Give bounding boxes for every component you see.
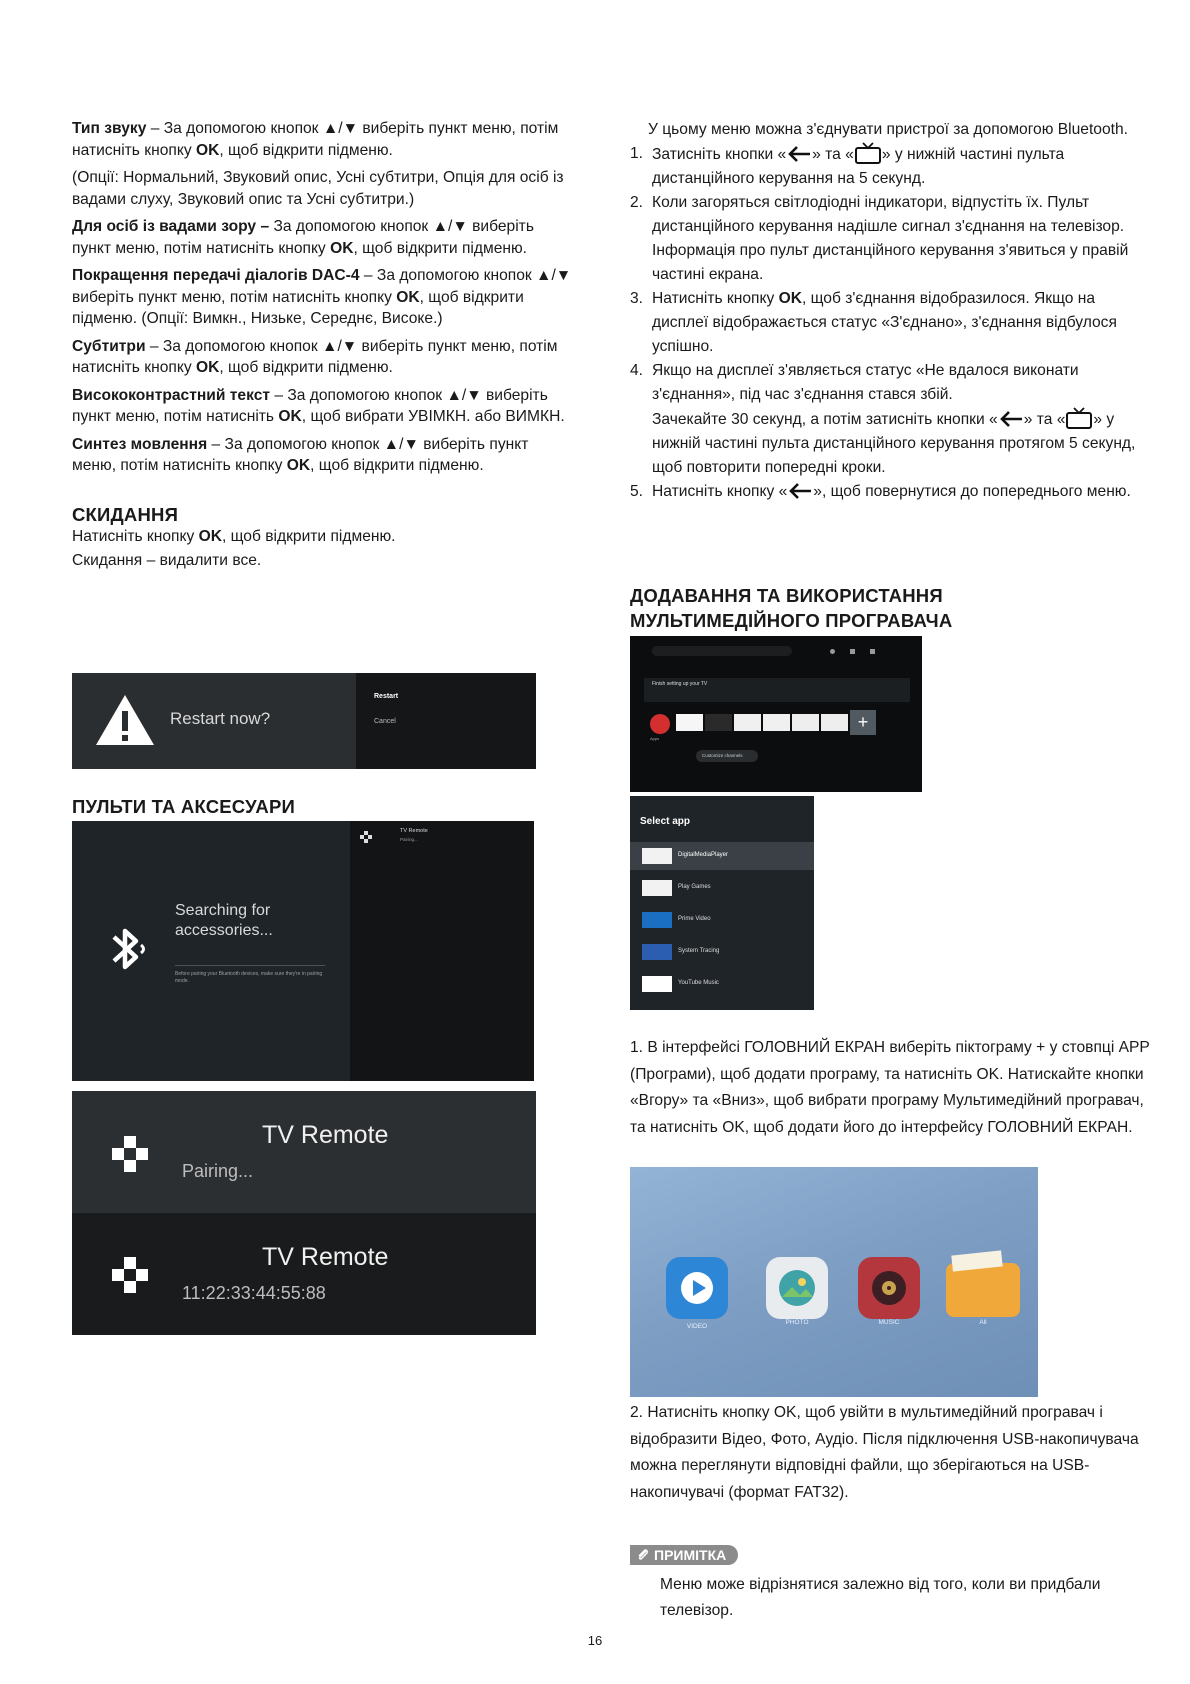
gamepad-icon (112, 1257, 148, 1293)
app-tile[interactable] (792, 714, 819, 731)
sound-type-title: Тип звуку (72, 120, 147, 137)
remotes-heading: ПУЛЬТИ ТА АКСЕСУАРИ (72, 796, 296, 817)
pairing-step-5: 5. Натисніть кнопку « », щоб повернутися до попереднього меню. (630, 483, 1131, 500)
device-status-1: Pairing... (182, 1161, 254, 1181)
apps-icon[interactable] (650, 714, 670, 734)
music-label: MUSIC (878, 1319, 900, 1326)
app-thumbnail (642, 912, 672, 928)
remote-pairing-screenshot (72, 1091, 536, 1335)
bluetooth-icon (106, 923, 150, 975)
tv-icon (854, 142, 882, 164)
select-app-screenshot (630, 796, 814, 1010)
tv-icon (1065, 407, 1093, 429)
media-player-screenshot (630, 1167, 1038, 1397)
app-name[interactable]: System Tracing (678, 948, 720, 954)
restart-option-cancel[interactable]: Cancel (374, 718, 396, 725)
app-thumbnail (642, 848, 672, 864)
paperclip-icon (636, 1548, 650, 1562)
app-thumbnail (642, 976, 672, 992)
right-column (630, 118, 1150, 504)
visually-impaired-paragraph: Для осіб із вадами зору – За допомогою кнопок ▲/▼ виберіть пункт меню, потім натисніть кнопку OK, щоб відкрити підменю. (72, 218, 534, 257)
high-contrast-paragraph: Висококонтрастний текст – За допомогою кнопок ▲/▼ виберіть пункт меню, потім натисніть OK, щоб вибрати УВІМКН. або ВИМКН. (72, 386, 565, 425)
back-arrow-icon (786, 144, 812, 164)
reset-line1: Натисніть кнопку OK, щоб відкрити підменю. (72, 527, 396, 545)
app-tile[interactable] (734, 714, 761, 731)
account-icon[interactable] (830, 649, 835, 654)
left-column (72, 118, 572, 572)
bluetooth-search-screenshot (72, 821, 534, 1081)
pairing-steps (630, 142, 1150, 504)
reset-line2: Скидання – видалити все. (72, 552, 262, 569)
side-device-status: Pairing... (400, 837, 418, 842)
side-device-name[interactable]: TV Remote (400, 828, 428, 834)
video-label: VIDEO (686, 1323, 708, 1330)
bluetooth-intro: У цьому меню можна з'єднувати пристрої за допомогою Bluetooth. (648, 121, 1128, 138)
app-name[interactable]: Play Games (678, 884, 711, 890)
input-icon[interactable] (850, 649, 855, 654)
page-number: 16 (587, 1633, 603, 1648)
gamepad-icon (360, 831, 372, 843)
restart-option-restart[interactable]: Restart (374, 693, 399, 700)
media-step-1: 1. В інтерфейсі ГОЛОВНИЙ ЕКРАН виберіть піктограму + у стовпці APP (Програми), щоб додати програму, та натисніть OK. Натискайте кнопки «Вгору» та «Вниз», щоб вибрати програму Мультимедійний програвач, та натисніть OK, щоб додати його до інтерфейсу ГОЛОВНИЙ ЕКРАН. (630, 1039, 1150, 1136)
tts-paragraph: Синтез мовлення – За допомогою кнопок ▲/▼ виберіть пункт меню, потім натисніть кнопку OK, щоб відкрити підменю. (72, 435, 529, 474)
progress-divider (175, 965, 325, 966)
play-icon (680, 1271, 714, 1305)
pairing-side-panel (350, 821, 534, 1081)
back-arrow-icon (787, 481, 813, 501)
app-tile[interactable] (763, 714, 790, 731)
app-tile[interactable] (705, 714, 732, 731)
app-tile[interactable] (821, 714, 848, 731)
photo-icon (778, 1269, 816, 1307)
dac4-paragraph: Покращення передачі діалогів DAC-4 – За допомогою кнопок ▲/▼ виберіть пункт меню, потім натисніть кнопку OK, щоб відкрити підменю. (Опції: Вимкн., Низьке, Середнє, Високе.) (72, 267, 572, 327)
app-name[interactable]: DigitalMediaPlayer (678, 852, 729, 858)
search-bar[interactable] (652, 646, 792, 656)
subtitles-paragraph: Субтитри – За допомогою кнопок ▲/▼ виберіть пункт меню, потім натисніть кнопку OK, щоб відкрити підменю. (72, 337, 558, 376)
media-player-heading: ДОДАВАННЯ ТА ВИКОРИСТАННЯ МУЛЬТИМЕДІЙНОГО ПРОГРАВАЧА (630, 585, 953, 631)
warning-icon (94, 693, 156, 747)
gamepad-icon (112, 1136, 148, 1172)
all-label: All (979, 1319, 987, 1326)
app-tile[interactable] (676, 714, 703, 731)
select-app-title: Select app (640, 816, 691, 827)
app-name[interactable]: Prime Video (678, 916, 711, 922)
home-screen-screenshot (630, 636, 922, 792)
reset-heading: СКИДАННЯ (72, 503, 179, 525)
add-app-icon[interactable]: + (850, 710, 876, 735)
device-name-1: TV Remote (262, 1121, 389, 1149)
pairing-step-4: 4. Якщо на дисплеї з'являється статус «Не вдалося виконати з'єднання», під час з'єднання стався збій. Зачекайте 30 секунд, а потім затисніть кнопки « » та « » у нижній частині пульта дистанційного керування протягом 5 секунд, щоб повторити попередні кроки. (630, 362, 1136, 476)
setup-banner-text: Finish setting up your TV (652, 681, 708, 687)
sound-type-paragraph: Тип звуку – За допомогою кнопок ▲/▼ виберіть пункт меню, потім натисніть кнопку OK, щоб відкрити підменю. (72, 120, 559, 159)
settings-icon[interactable] (870, 649, 875, 654)
media-step-2: 2. Натисніть кнопку OK, щоб увійти в мультимедійний програвач і відобразити Відео, Фото, Аудіо. Після підключення USB-накопичувача можна переглянути відповідні файли, що зберігаються на USB-накопичувачі (формат FAT32). (630, 1404, 1139, 1501)
app-name[interactable]: YouTube Music (678, 980, 719, 986)
app-thumbnail (642, 880, 672, 896)
customize-channels-label: Customize channels (702, 753, 743, 758)
device-name-2[interactable]: TV Remote (262, 1243, 389, 1271)
restart-screenshot (72, 673, 536, 769)
sound-options: (Опції: Нормальний, Звуковий опис, Усні субтитри, Опція для осіб із вадами слуху, Звуковий опис та Усні субтитри.) (72, 169, 564, 208)
device-mac-address: 11:22:33:44:55:88 (182, 1283, 326, 1303)
pairing-step-2: 2. Коли загоряться світлодіодні індикатори, відпустіть їх. Пульт дистанційного керування надішле сигнал з'єднання на телевізор. Інформація про пульт дистанційного керування з'явиться у правій частині екрана. (630, 194, 1129, 283)
back-arrow-icon (998, 409, 1024, 429)
restart-prompt: Restart now? (170, 709, 271, 728)
note-badge: ПРИМІТКА (630, 1545, 738, 1567)
music-disc-icon (870, 1269, 908, 1307)
pairing-step-1: 1. Затисніть кнопки « » та « » у нижній частині пульта дистанційного керування на 5 секунд. (630, 142, 1150, 191)
photo-label: PHOTO (785, 1319, 809, 1326)
apps-label: Apps (650, 736, 660, 741)
note-text: Меню може відрізнятися залежно від того, коли ви придбали телевізор. (660, 1576, 1101, 1619)
pairing-hint: Before pairing your Bluetooth devices, make sure they're in pairing mode. (175, 971, 323, 984)
pairing-step-3: 3. Натисніть кнопку OK, щоб з'єднання відобразилося. Якщо на дисплеї відображається статус «З'єднано», з'єднання відбулося успішно. (630, 290, 1117, 355)
app-thumbnail (642, 944, 672, 960)
searching-title: Searching for accessories... (175, 902, 273, 939)
